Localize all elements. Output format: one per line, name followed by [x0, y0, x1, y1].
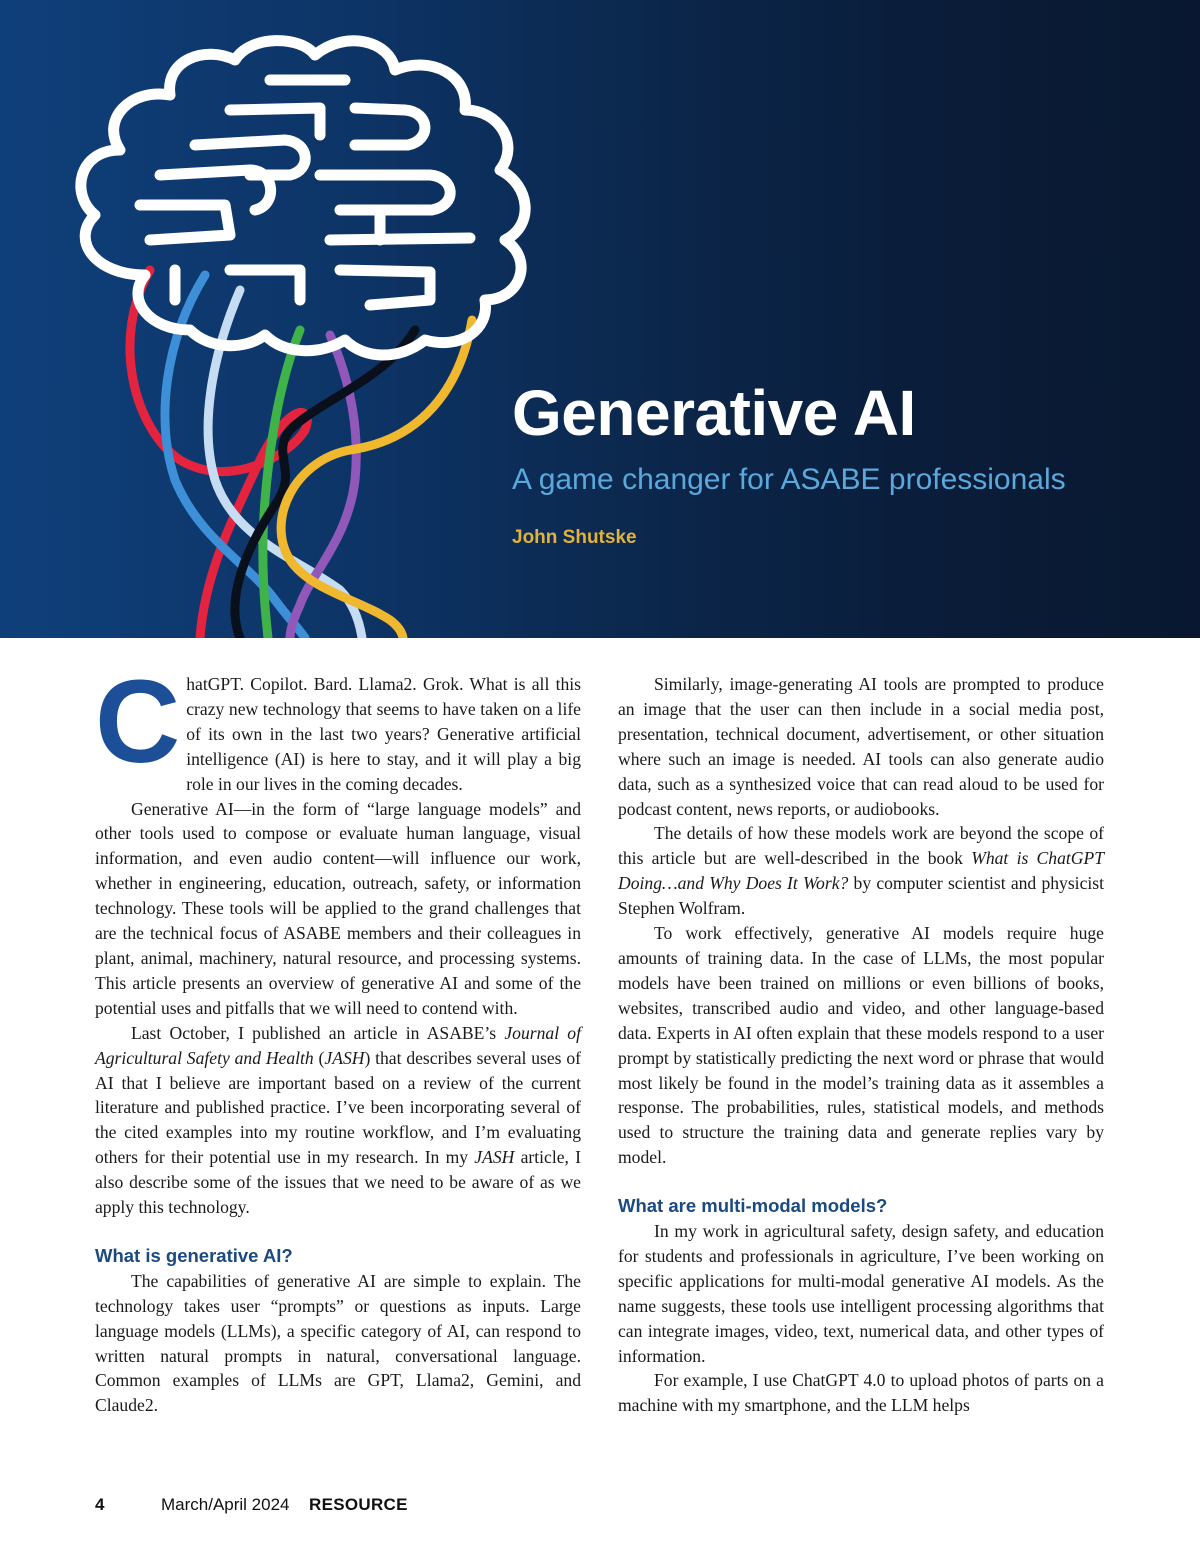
article-paragraph: Last October, I published an article in ASABE’s Journal of Agricultural Safety and Health (JASH) that describes several uses of AI that I believe are important based on a review of the current literature and published practice. I’ve been incorporating several of the cited examples into my routine workflow, and I’m evaluating others for their potential use in my research. In my JASH article, I also describe some of the issues that we need to be aware of as we apply this technology.	[95, 1022, 582, 1218]
article-paragraph: Similarly, image-generating AI tools are prompted to produce an image that the user can then include in a social media post, presentation, technical document, advertisement, or other situation where such an image is needed. AI tools can also generate audio data, such as a synthesized voice that can read aloud to be used for podcast content, news reports, or audiobooks.	[618, 674, 1104, 819]
hero-banner	[0, 0, 1200, 638]
article-paragraph: The capabilities of generative AI are simple to explain. The technology takes user “prompts” or questions as inputs. Large language models (LLMs), a specific category of AI, can respond to written natural prompts in natural, conversational language. Common examples of LLMs are GPT, Llama2, Gemini, and Claude2.	[95, 1270, 581, 1416]
article-paragraph: ChatGPT. Copilot. Bard. Llama2. Grok. What is all this crazy new technology that seems to have taken on a life of its own in the last two years? Generative artificial intelligence (AI) is here to stay, and it will play a big role in our lives in the coming decades.	[95, 656, 581, 794]
article-column-right	[618, 672, 1104, 1418]
article-paragraph: Generative AI—in the form of “large language models” and other tools used to compose or evaluate human language, visual information, and even audio content—will influence our work, whether in engineering, education, outreach, safety, or information technology. These tools will be applied to the grand challenges that are the technical focus of ASABE members and their colleagues in plant, animal, machinery, natural resource, and processing systems. This article presents an overview of generative AI and some of the potential uses and pitfalls that we will need to contend with.	[95, 798, 581, 1018]
article-column-left	[95, 656, 582, 1418]
article-paragraph: To work effectively, generative AI models require huge amounts of training data. In the case of LLMs, the most popular models have been trained on millions or even billions of books, websites, transcribed audio and video, and other language-based data. Experts in AI often explain that these models respond to a user prompt by statistically predicting the next word or phrase that would most likely be found in the model’s training data as it assembles a response. The probabilities, rules, statistical models, and methods used to structure the training data and generate replies vary by model.	[618, 923, 1104, 1168]
section-heading-multi-modal-models: What are multi-modal models?	[618, 1195, 888, 1217]
article-author: John Shutske	[512, 527, 637, 548]
drop-cap: C	[95, 656, 181, 788]
section-heading-what-is-generative-ai: What is generative AI?	[95, 1244, 293, 1266]
magazine-name: RESOURCE	[309, 1495, 408, 1514]
article-subtitle: A game changer for ASABE professionals	[512, 463, 1066, 496]
article-paragraph: For example, I use ChatGPT 4.0 to upload photos of parts on a machine with my smartphone, and the LLM helps	[618, 1370, 1104, 1416]
brain-outline	[81, 41, 525, 355]
article-title: Generative AI	[512, 377, 916, 449]
issue-date: March/April 2024	[161, 1495, 290, 1514]
article-paragraph: The details of how these models work are beyond the scope of this article but are well-described in the book What is ChatGPT Doing…and Why Does It Work? by computer scientist and physicist Stephen Wolfram.	[618, 823, 1104, 919]
article-paragraph: In my work in agricultural safety, design safety, and education for students and professionals in agriculture, I’ve been working on specific applications for multi-modal generative AI models. As the name suggests, these tools use intelligent processing algorithms that can integrate images, video, text, numerical data, and other types of information.	[618, 1221, 1104, 1366]
page-number: 4	[95, 1495, 105, 1514]
